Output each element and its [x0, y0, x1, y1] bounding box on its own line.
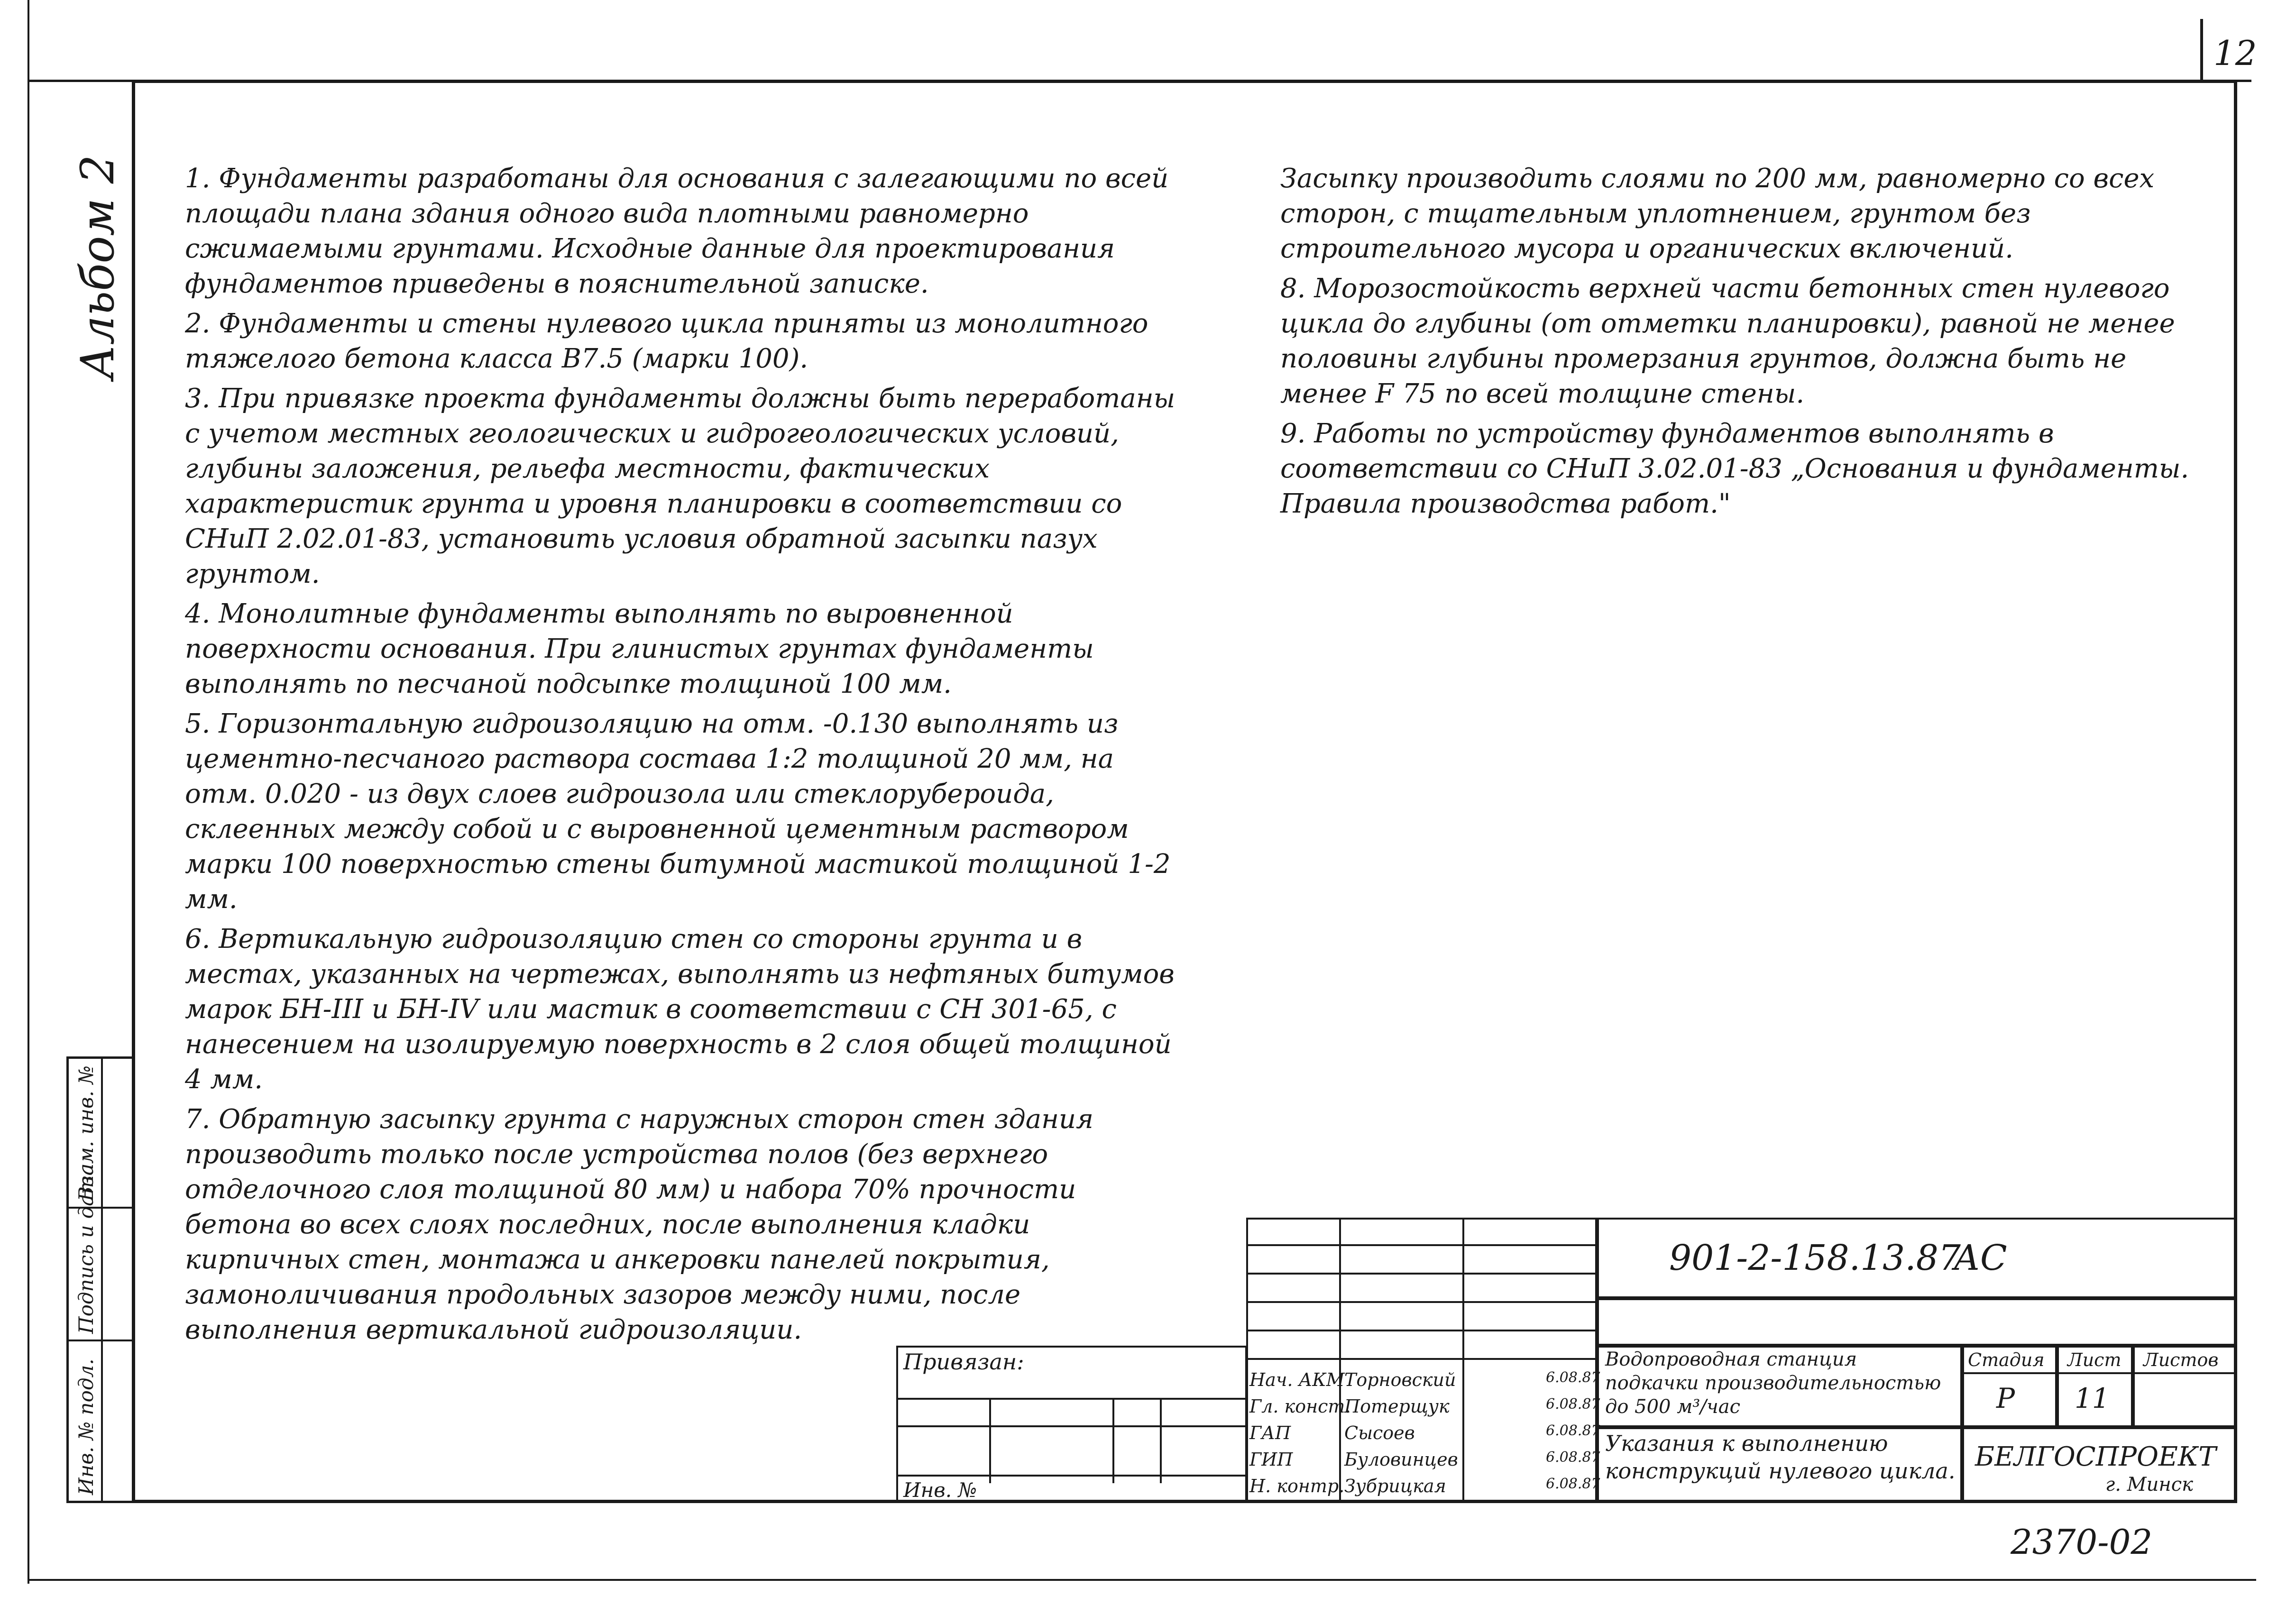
signer-date: 6.08.87 — [1546, 1369, 1600, 1386]
side-signature-label: Подпись и дата — [74, 1163, 98, 1334]
doc-mark: АС — [1954, 1238, 2007, 1278]
order-number: 2370-02 — [2011, 1522, 2153, 1562]
signer-date: 6.08.87 — [1546, 1422, 1600, 1439]
signer-name: Буловинцев — [1344, 1449, 1458, 1470]
side-stamp — [66, 1056, 132, 1503]
signer-name: Сысоев — [1344, 1422, 1415, 1443]
blank-row — [1597, 1298, 2237, 1346]
signer-role: Гл. конст. — [1249, 1396, 1351, 1417]
signer-date: 6.08.87 — [1546, 1449, 1600, 1466]
bound-label: Привязан: — [903, 1349, 1024, 1375]
signer-name: Зубрицкая — [1344, 1476, 1446, 1496]
notes-left — [185, 161, 1190, 1352]
note-paragraph: Засыпку производить слоями по 200 мм, равномерно со всех сторон, с тщательным уплотнением, грунтом без строительного мусора и органических включений. — [1280, 163, 2163, 264]
sheets-label: Листов — [2143, 1349, 2219, 1370]
signer-name: Торновский — [1344, 1369, 1456, 1390]
signer-date: 6.08.87 — [1546, 1476, 1600, 1492]
org-name: БЕЛГОСПРОЕКТ — [1975, 1441, 2216, 1472]
archive-mark — [71, 155, 128, 379]
side-inv-label: Инв. № подл. — [74, 1358, 98, 1495]
note-paragraph: 7. Обратную засыпку грунта с наружных сторон стен здания производить только после устройства полов (без верхнего отделочного слоя толщиной 80 мм) и набора 70% прочности бетона во всех слоях последних, после выполнения кладки кирпичных стен, монтажа и анкеровки панелей покрытия, замоноличивания продольных зазоров между ними, после выполнения вертикальной гидроизоляции. — [185, 1104, 1102, 1345]
stage-value: Р — [1996, 1382, 2015, 1414]
stage-label: Стадия — [1968, 1349, 2045, 1370]
note-paragraph: 4. Монолитные фундаменты выполнять по выровненной поверхности основания. При глинистых грунтах фундаменты выполнять по песчаной подсыпке толщиной 100 мм. — [185, 598, 1102, 699]
archive-mark-text: Альбом 2 — [71, 155, 124, 379]
note-paragraph: 6. Вертикальную гидроизоляцию стен со стороны грунта и в местах, указанных на чертежах, выполнять из нефтяных битумов марок БН-III и БН-IV или мастик в соответствии с СН 301-65, с нанесением на изолируемую поверхность в 2 слоя общей толщиной 4 мм. — [185, 924, 1183, 1095]
doc-code: 901-2-158.13.87 — [1669, 1238, 1961, 1278]
sheet-value: 11 — [2075, 1382, 2110, 1414]
page-number: 12 — [2213, 33, 2257, 73]
signer-role: ГАП — [1249, 1422, 1291, 1443]
sheet-bottom-edge — [28, 1579, 2256, 1581]
note-paragraph: 1. Фундаменты разработаны для основания с залегающими по всей площади плана здания одного вида плотными равномерно сжимаемыми грунтами. Исходные данные для проектирования фундаментов приведены в пояснительной записке. — [185, 163, 1177, 299]
inv-label: Инв. № — [903, 1478, 977, 1502]
signer-date: 6.08.87 — [1546, 1396, 1600, 1413]
note-paragraph: 3. При привязке проекта фундаменты должны быть переработаны с учетом местных геологических и гидрогеологических условий, глубины заложения, рельефа местности, фактических характеристик грунта и уровня планировки в соответствии со СНиП 2.02.01-83, установить условия обратной засыпки пазух грунтом. — [185, 383, 1184, 589]
sheet-left-edge — [28, 0, 29, 1584]
signer-name: Потерщук — [1344, 1396, 1450, 1417]
side-replaced-label: Взам. инв. № — [74, 1065, 98, 1201]
sheet-title: Указания к выполнению конструкций нулевого цикла. — [1605, 1431, 1956, 1484]
org-city: г. Минск — [2105, 1474, 2193, 1496]
page-number-box — [2200, 19, 2257, 80]
project-title: Водопроводная станция подкачки производительностью до 500 м³/час — [1605, 1349, 1941, 1418]
note-paragraph: 8. Морозостойкость верхней части бетонных стен нулевого цикла до глубины (от отметки планировки), равной не менее половины глубины промерзания грунтов, должна быть не менее F 75 по всей толщине стены. — [1280, 273, 2184, 409]
notes-right — [1280, 161, 2219, 526]
note-paragraph: 2. Фундаменты и стены нулевого цикла приняты из монолитного тяжелого бетона класса В7.5 (марки 100). — [185, 308, 1157, 374]
note-paragraph: 5. Горизонтальную гидроизоляцию на отм. -0.130 выполнять из цементно-песчаного раствора состава 1:2 толщиной 20 мм, на отм. 0.020 - из двух слоев гидроизола или стеклорубероида, склеенных между собой и с выровненной цементным раствором марки 100 поверхностью стены битумной мастикой толщиной 1-2 мм. — [185, 708, 1179, 915]
sheet-label: Лист — [2067, 1349, 2122, 1370]
signer-role: ГИП — [1249, 1449, 1293, 1470]
signer-role: Нач. АКМ — [1249, 1369, 1345, 1390]
signer-role: Н. контр. — [1249, 1476, 1345, 1496]
note-paragraph: 9. Работы по устройству фундаментов выполнять в соответствии со СНиП 3.02.01-83 „Основания и фундаменты. Правила производства работ." — [1280, 418, 2198, 519]
